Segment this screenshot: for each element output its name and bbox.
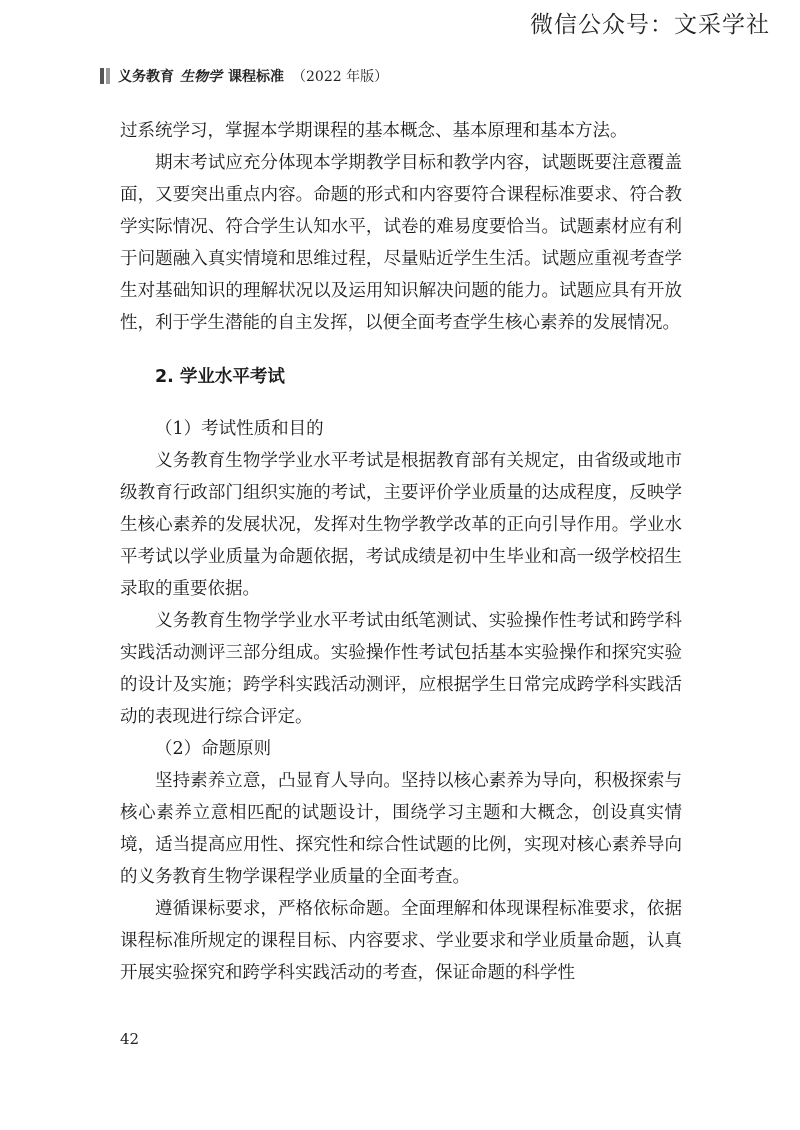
page-number: 42 <box>120 1030 140 1048</box>
paragraph-principle-standards: 遵循课标要求，严格依标命题。全面理解和体现课程标准要求，依据课程标准所规定的课程目标、内容要求、学业要求和学业质量命题，认真开展实验探究和跨学科实践活动的考查，保证命题的科学性 <box>120 899 682 983</box>
running-head-part3: 课程标准 <box>228 69 284 85</box>
subheading-nature-purpose: （1）考试性质和目的 <box>155 419 324 439</box>
running-head <box>100 66 388 86</box>
paragraph-continuation: 过系统学习，掌握本学期课程的基本概念、基本原理和基本方法。 <box>120 121 628 141</box>
section-heading-academic-exam: 2. 学业水平考试 <box>155 367 285 387</box>
paragraph-final-exam: 期末考试应充分体现本学期教学目标和教学内容，试题既要注意覆盖面，又要突出重点内容。命题的形式和内容要符合课程标准要求、符合教学实际情况、符合学生认知水平，试卷的难易度要恰当。试题素材应有利于问题融入真实情境和思维过程，尽量贴近学生生活。试题应重视考查学生对基础知识的理解状况以及运用知识解决问题的能力。试题应具有开放性，利于学生潜能的自主发挥，以便全面考查学生核心素养的发展情况。 <box>120 153 682 333</box>
running-head-part2: 生物学 <box>180 69 222 85</box>
watermark-text: 微信公众号：文采学社 <box>530 12 770 38</box>
subheading-principles: （2）命题原则 <box>155 739 272 759</box>
page-body <box>120 115 682 989</box>
paragraph-exam-composition: 义务教育生物学学业水平考试由纸笔测试、实验操作性考试和跨学科实践活动测评三部分组成。实验操作性考试包括基本实验操作和探究实验的设计及实施；跨学科实践活动测评，应根据学生日常完成跨学科实践活动的表现进行综合评定。 <box>120 611 682 727</box>
running-head-bars-icon <box>100 68 110 84</box>
paragraph-principle-literacy: 坚持素养立意，凸显育人导向。坚持以核心素养为导向，积极探索与核心素养立意相匹配的试题设计，围绕学习主题和大概念，创设真实情境，适当提高应用性、探究性和综合性试题的比例，实现对核心素养导向的义务教育生物学课程学业质量的全面考查。 <box>120 771 682 887</box>
running-head-edition: （2022 年版） <box>292 69 389 85</box>
running-head-part1: 义务教育 <box>118 69 174 85</box>
paragraph-exam-nature: 义务教育生物学学业水平考试是根据教育部有关规定，由省级或地市级教育行政部门组织实施的考试，主要评价学业质量的达成程度，反映学生核心素养的发展状况，发挥对生物学教学改革的正向引导作用。学业水平考试以学业质量为命题依据，考试成绩是初中生毕业和高一级学校招生录取的重要依据。 <box>120 451 682 599</box>
